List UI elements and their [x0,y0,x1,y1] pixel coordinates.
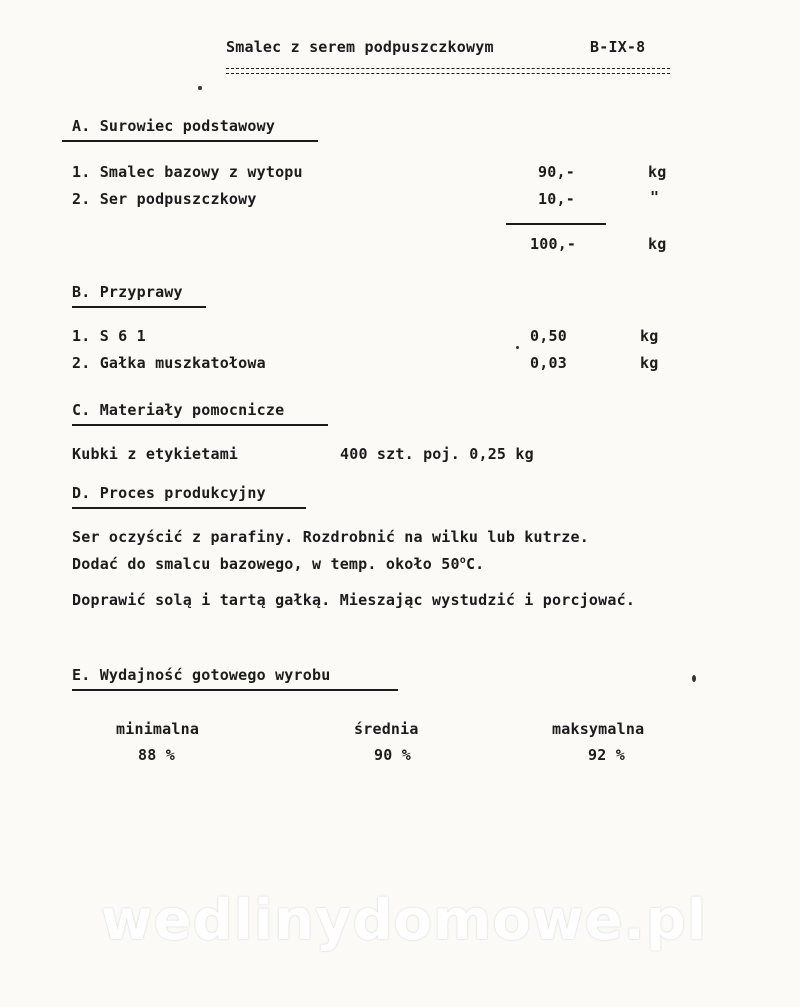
yield-min-label: minimalna [116,720,200,738]
yield-min-value: 88 % [138,746,175,764]
section-a-total-qty: 100,- [530,235,577,253]
watermark: wedlinydomowe.pl [100,888,708,953]
paper-speck [198,86,202,90]
section-b-item-2-unit: kg [640,354,659,372]
section-d-line-2-text: Dodać do smalcu bazowego, w temp. około 50 [72,555,460,573]
section-c-underline [72,424,328,426]
section-b-item-2-qty: 0,03 [530,354,567,372]
section-c-value: 400 szt. poj. 0,25 kg [340,445,534,463]
section-d-line-2-unit: C. [465,555,485,573]
section-a-item-2-qty: 10,- [538,190,575,208]
section-a-heading: A. Surowiec podstawowy [72,117,276,135]
section-a-item-1-qty: 90,- [538,163,575,181]
yield-max-label: maksymalna [552,720,645,738]
yield-max-value: 92 % [588,746,625,764]
section-a-item-1-label: 1. Smalec bazowy z wytopu [72,163,303,181]
section-d-underline [72,507,306,509]
section-a-total-unit: kg [648,235,667,253]
document-title: Smalec z serem podpuszczkowym [226,38,494,56]
yield-avg-value: 90 % [374,746,411,764]
section-a-item-2-label: 2. Ser podpuszczkowy [72,190,257,208]
section-b-heading: B. Przyprawy [72,283,183,301]
sum-line [506,223,606,225]
paper-speck [516,346,519,349]
section-b-item-1-qty: 0,50 [530,327,567,345]
section-d-line-2 [72,555,484,573]
yield-avg-label: średnia [354,720,419,738]
paper-speck [692,675,696,682]
section-b-item-2-label: 2. Gałka muszkatołowa [72,354,266,372]
section-d-heading: D. Proces produkcyjny [72,484,266,502]
document-code: B-IX-8 [590,38,646,56]
section-a-item-1-unit: kg [648,163,667,181]
section-b-item-1-unit: kg [640,327,659,345]
degree-sup: o [459,555,466,566]
section-a-item-2-unit: " [650,188,660,206]
section-b-underline [72,306,206,308]
section-e-underline [72,689,398,691]
section-b-item-1-label: 1. S 6 1 [72,327,146,345]
section-d-line-3: Doprawić solą i tartą gałką. Mieszając wystudzić i porcjować. [72,591,636,609]
title-double-underline [226,68,670,74]
section-c-heading: C. Materiały pomocnicze [72,401,285,419]
section-d-line-1: Ser oczyścić z parafiny. Rozdrobnić na wilku lub kutrze. [72,528,589,546]
section-e-heading: E. Wydajność gotowego wyrobu [72,666,331,684]
section-c-label: Kubki z etykietami [72,445,239,463]
section-a-underline [62,140,318,142]
